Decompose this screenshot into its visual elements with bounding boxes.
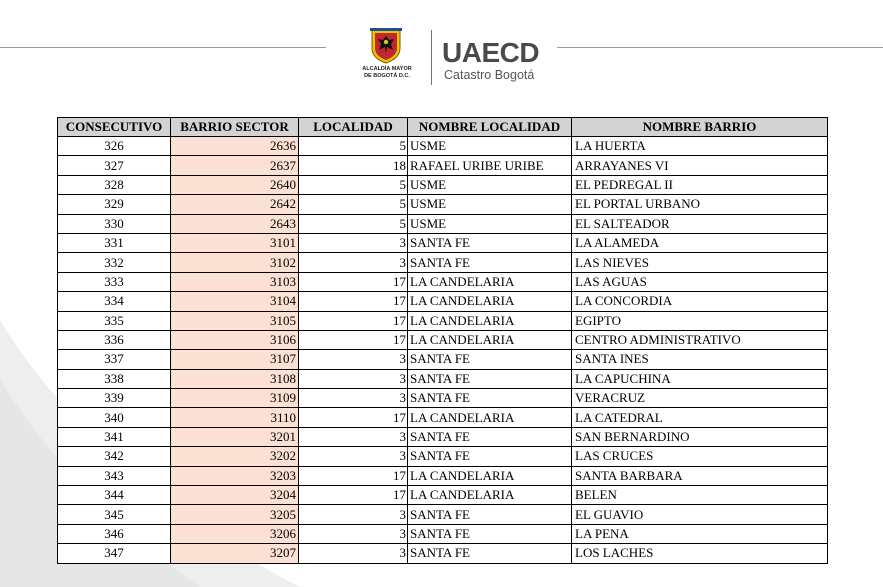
table-row bbox=[58, 214, 828, 233]
cell-nombre-localidad: LA CANDELARIA bbox=[408, 466, 572, 485]
cell-consecutivo: 345 bbox=[58, 505, 171, 524]
cell-barrio-sector: 3103 bbox=[171, 272, 299, 291]
table-header-row bbox=[58, 118, 828, 137]
crest-caption-line1: ALCALDÍA MAYOR bbox=[362, 66, 412, 72]
crest-caption-line2: DE BOGOTÁ D.C. bbox=[364, 72, 410, 79]
brand-name: UAECD bbox=[442, 37, 540, 68]
cell-nombre-barrio: LA CATEDRAL bbox=[572, 408, 828, 427]
cell-nombre-barrio: ARRAYANES VI bbox=[572, 156, 828, 175]
cell-barrio-sector: 3202 bbox=[171, 447, 299, 466]
cell-consecutivo: 347 bbox=[58, 544, 171, 563]
cell-nombre-localidad: SANTA FE bbox=[408, 389, 572, 408]
cell-nombre-localidad: LA CANDELARIA bbox=[408, 272, 572, 291]
cell-localidad: 3 bbox=[299, 524, 408, 543]
cell-localidad: 3 bbox=[299, 369, 408, 388]
cell-barrio-sector: 3101 bbox=[171, 233, 299, 252]
cell-nombre-barrio: LAS NIEVES bbox=[572, 253, 828, 272]
cell-nombre-barrio: SANTA BARBARA bbox=[572, 466, 828, 485]
cell-localidad: 17 bbox=[299, 311, 408, 330]
cell-consecutivo: 336 bbox=[58, 330, 171, 349]
cell-localidad: 17 bbox=[299, 272, 408, 291]
table-row bbox=[58, 233, 828, 252]
cell-consecutivo: 339 bbox=[58, 389, 171, 408]
table-row bbox=[58, 292, 828, 311]
table-row bbox=[58, 389, 828, 408]
cell-consecutivo: 334 bbox=[58, 292, 171, 311]
cell-barrio-sector: 3109 bbox=[171, 389, 299, 408]
cell-consecutivo: 329 bbox=[58, 195, 171, 214]
cell-localidad: 17 bbox=[299, 292, 408, 311]
logo-divider bbox=[431, 30, 432, 85]
header-rule-right bbox=[557, 47, 883, 48]
cell-localidad: 3 bbox=[299, 389, 408, 408]
crest-caption bbox=[358, 66, 416, 79]
table-row bbox=[58, 311, 828, 330]
column-header-nombre-barrio: NOMBRE BARRIO bbox=[572, 118, 828, 137]
cell-consecutivo: 328 bbox=[58, 175, 171, 194]
cell-barrio-sector: 3201 bbox=[171, 427, 299, 446]
cell-consecutivo: 344 bbox=[58, 486, 171, 505]
cell-nombre-localidad: LA CANDELARIA bbox=[408, 292, 572, 311]
table-row bbox=[58, 350, 828, 369]
cell-nombre-localidad: SANTA FE bbox=[408, 447, 572, 466]
cell-nombre-barrio: LAS AGUAS bbox=[572, 272, 828, 291]
cell-nombre-barrio: LA PENA bbox=[572, 524, 828, 543]
cell-barrio-sector: 3207 bbox=[171, 544, 299, 563]
cell-localidad: 17 bbox=[299, 408, 408, 427]
cell-localidad: 3 bbox=[299, 544, 408, 563]
column-header-nombre-localidad: NOMBRE LOCALIDAD bbox=[408, 118, 572, 137]
cell-nombre-localidad: RAFAEL URIBE URIBE bbox=[408, 156, 572, 175]
table-body bbox=[58, 137, 828, 564]
cell-barrio-sector: 3105 bbox=[171, 311, 299, 330]
table-row bbox=[58, 137, 828, 156]
cell-nombre-localidad: LA CANDELARIA bbox=[408, 408, 572, 427]
cell-nombre-barrio: LA HUERTA bbox=[572, 137, 828, 156]
cell-localidad: 3 bbox=[299, 447, 408, 466]
cell-consecutivo: 343 bbox=[58, 466, 171, 485]
cell-barrio-sector: 3204 bbox=[171, 486, 299, 505]
cell-nombre-barrio: EL GUAVIO bbox=[572, 505, 828, 524]
cell-localidad: 5 bbox=[299, 175, 408, 194]
cell-localidad: 17 bbox=[299, 486, 408, 505]
cell-consecutivo: 331 bbox=[58, 233, 171, 252]
column-header-localidad: LOCALIDAD bbox=[299, 118, 408, 137]
cell-nombre-barrio: CENTRO ADMINISTRATIVO bbox=[572, 330, 828, 349]
column-header-barrio-sector: BARRIO SECTOR bbox=[171, 118, 299, 137]
cell-nombre-localidad: USME bbox=[408, 214, 572, 233]
cell-nombre-localidad: SANTA FE bbox=[408, 544, 572, 563]
cell-barrio-sector: 3108 bbox=[171, 369, 299, 388]
cell-nombre-barrio: VERACRUZ bbox=[572, 389, 828, 408]
cell-nombre-localidad: LA CANDELARIA bbox=[408, 311, 572, 330]
cell-localidad: 5 bbox=[299, 195, 408, 214]
cell-localidad: 3 bbox=[299, 505, 408, 524]
cell-nombre-barrio: LA CAPUCHINA bbox=[572, 369, 828, 388]
cell-nombre-localidad: SANTA FE bbox=[408, 369, 572, 388]
table-row bbox=[58, 486, 828, 505]
cell-nombre-barrio: LA ALAMEDA bbox=[572, 233, 828, 252]
table-row bbox=[58, 427, 828, 446]
cell-nombre-localidad: SANTA FE bbox=[408, 524, 572, 543]
table-row bbox=[58, 253, 828, 272]
cell-nombre-localidad: SANTA FE bbox=[408, 350, 572, 369]
cell-localidad: 3 bbox=[299, 233, 408, 252]
cell-nombre-localidad: USME bbox=[408, 195, 572, 214]
cell-nombre-barrio: LAS CRUCES bbox=[572, 447, 828, 466]
cell-barrio-sector: 3206 bbox=[171, 524, 299, 543]
cell-nombre-localidad: LA CANDELARIA bbox=[408, 486, 572, 505]
cell-nombre-barrio: EL SALTEADOR bbox=[572, 214, 828, 233]
cell-nombre-barrio: SANTA INES bbox=[572, 350, 828, 369]
cell-localidad: 3 bbox=[299, 253, 408, 272]
brand-subtitle: Catastro Bogotá bbox=[444, 68, 535, 82]
cell-nombre-localidad: USME bbox=[408, 137, 572, 156]
cell-consecutivo: 342 bbox=[58, 447, 171, 466]
column-header-consecutivo: CONSECUTIVO bbox=[58, 118, 171, 137]
cell-localidad: 5 bbox=[299, 214, 408, 233]
table-row bbox=[58, 156, 828, 175]
barrios-table bbox=[57, 117, 828, 564]
cell-consecutivo: 346 bbox=[58, 524, 171, 543]
table-row bbox=[58, 175, 828, 194]
cell-barrio-sector: 3205 bbox=[171, 505, 299, 524]
header-logo bbox=[358, 26, 538, 86]
cell-localidad: 17 bbox=[299, 466, 408, 485]
table-row bbox=[58, 195, 828, 214]
cell-barrio-sector: 3102 bbox=[171, 253, 299, 272]
cell-nombre-localidad: USME bbox=[408, 175, 572, 194]
table-row bbox=[58, 408, 828, 427]
cell-consecutivo: 340 bbox=[58, 408, 171, 427]
cell-barrio-sector: 2637 bbox=[171, 156, 299, 175]
cell-nombre-barrio: EL PEDREGAL II bbox=[572, 175, 828, 194]
cell-localidad: 3 bbox=[299, 427, 408, 446]
table-row bbox=[58, 330, 828, 349]
header-rule-left bbox=[0, 47, 326, 48]
cell-nombre-barrio: SAN BERNARDINO bbox=[572, 427, 828, 446]
cell-barrio-sector: 3104 bbox=[171, 292, 299, 311]
table-row bbox=[58, 369, 828, 388]
cell-consecutivo: 327 bbox=[58, 156, 171, 175]
cell-nombre-barrio: EL PORTAL URBANO bbox=[572, 195, 828, 214]
cell-consecutivo: 333 bbox=[58, 272, 171, 291]
cell-barrio-sector: 3203 bbox=[171, 466, 299, 485]
cell-consecutivo: 337 bbox=[58, 350, 171, 369]
cell-barrio-sector: 2640 bbox=[171, 175, 299, 194]
bogota-crest-icon bbox=[370, 28, 402, 64]
cell-localidad: 5 bbox=[299, 137, 408, 156]
cell-nombre-localidad: SANTA FE bbox=[408, 253, 572, 272]
table-row bbox=[58, 466, 828, 485]
cell-consecutivo: 338 bbox=[58, 369, 171, 388]
cell-nombre-localidad: SANTA FE bbox=[408, 505, 572, 524]
table-row bbox=[58, 544, 828, 563]
cell-barrio-sector: 3107 bbox=[171, 350, 299, 369]
cell-consecutivo: 335 bbox=[58, 311, 171, 330]
cell-barrio-sector: 2642 bbox=[171, 195, 299, 214]
table-row bbox=[58, 524, 828, 543]
cell-nombre-localidad: SANTA FE bbox=[408, 233, 572, 252]
table-row bbox=[58, 505, 828, 524]
table-row bbox=[58, 272, 828, 291]
cell-barrio-sector: 2643 bbox=[171, 214, 299, 233]
cell-consecutivo: 341 bbox=[58, 427, 171, 446]
cell-nombre-barrio: LOS LACHES bbox=[572, 544, 828, 563]
cell-nombre-localidad: SANTA FE bbox=[408, 427, 572, 446]
cell-nombre-barrio: EGIPTO bbox=[572, 311, 828, 330]
cell-consecutivo: 330 bbox=[58, 214, 171, 233]
table-row bbox=[58, 447, 828, 466]
cell-barrio-sector: 2636 bbox=[171, 137, 299, 156]
cell-consecutivo: 326 bbox=[58, 137, 171, 156]
cell-localidad: 17 bbox=[299, 330, 408, 349]
cell-barrio-sector: 3110 bbox=[171, 408, 299, 427]
cell-localidad: 3 bbox=[299, 350, 408, 369]
cell-nombre-localidad: LA CANDELARIA bbox=[408, 330, 572, 349]
cell-nombre-barrio: LA CONCORDIA bbox=[572, 292, 828, 311]
cell-localidad: 18 bbox=[299, 156, 408, 175]
cell-consecutivo: 332 bbox=[58, 253, 171, 272]
cell-nombre-barrio: BELEN bbox=[572, 486, 828, 505]
cell-barrio-sector: 3106 bbox=[171, 330, 299, 349]
